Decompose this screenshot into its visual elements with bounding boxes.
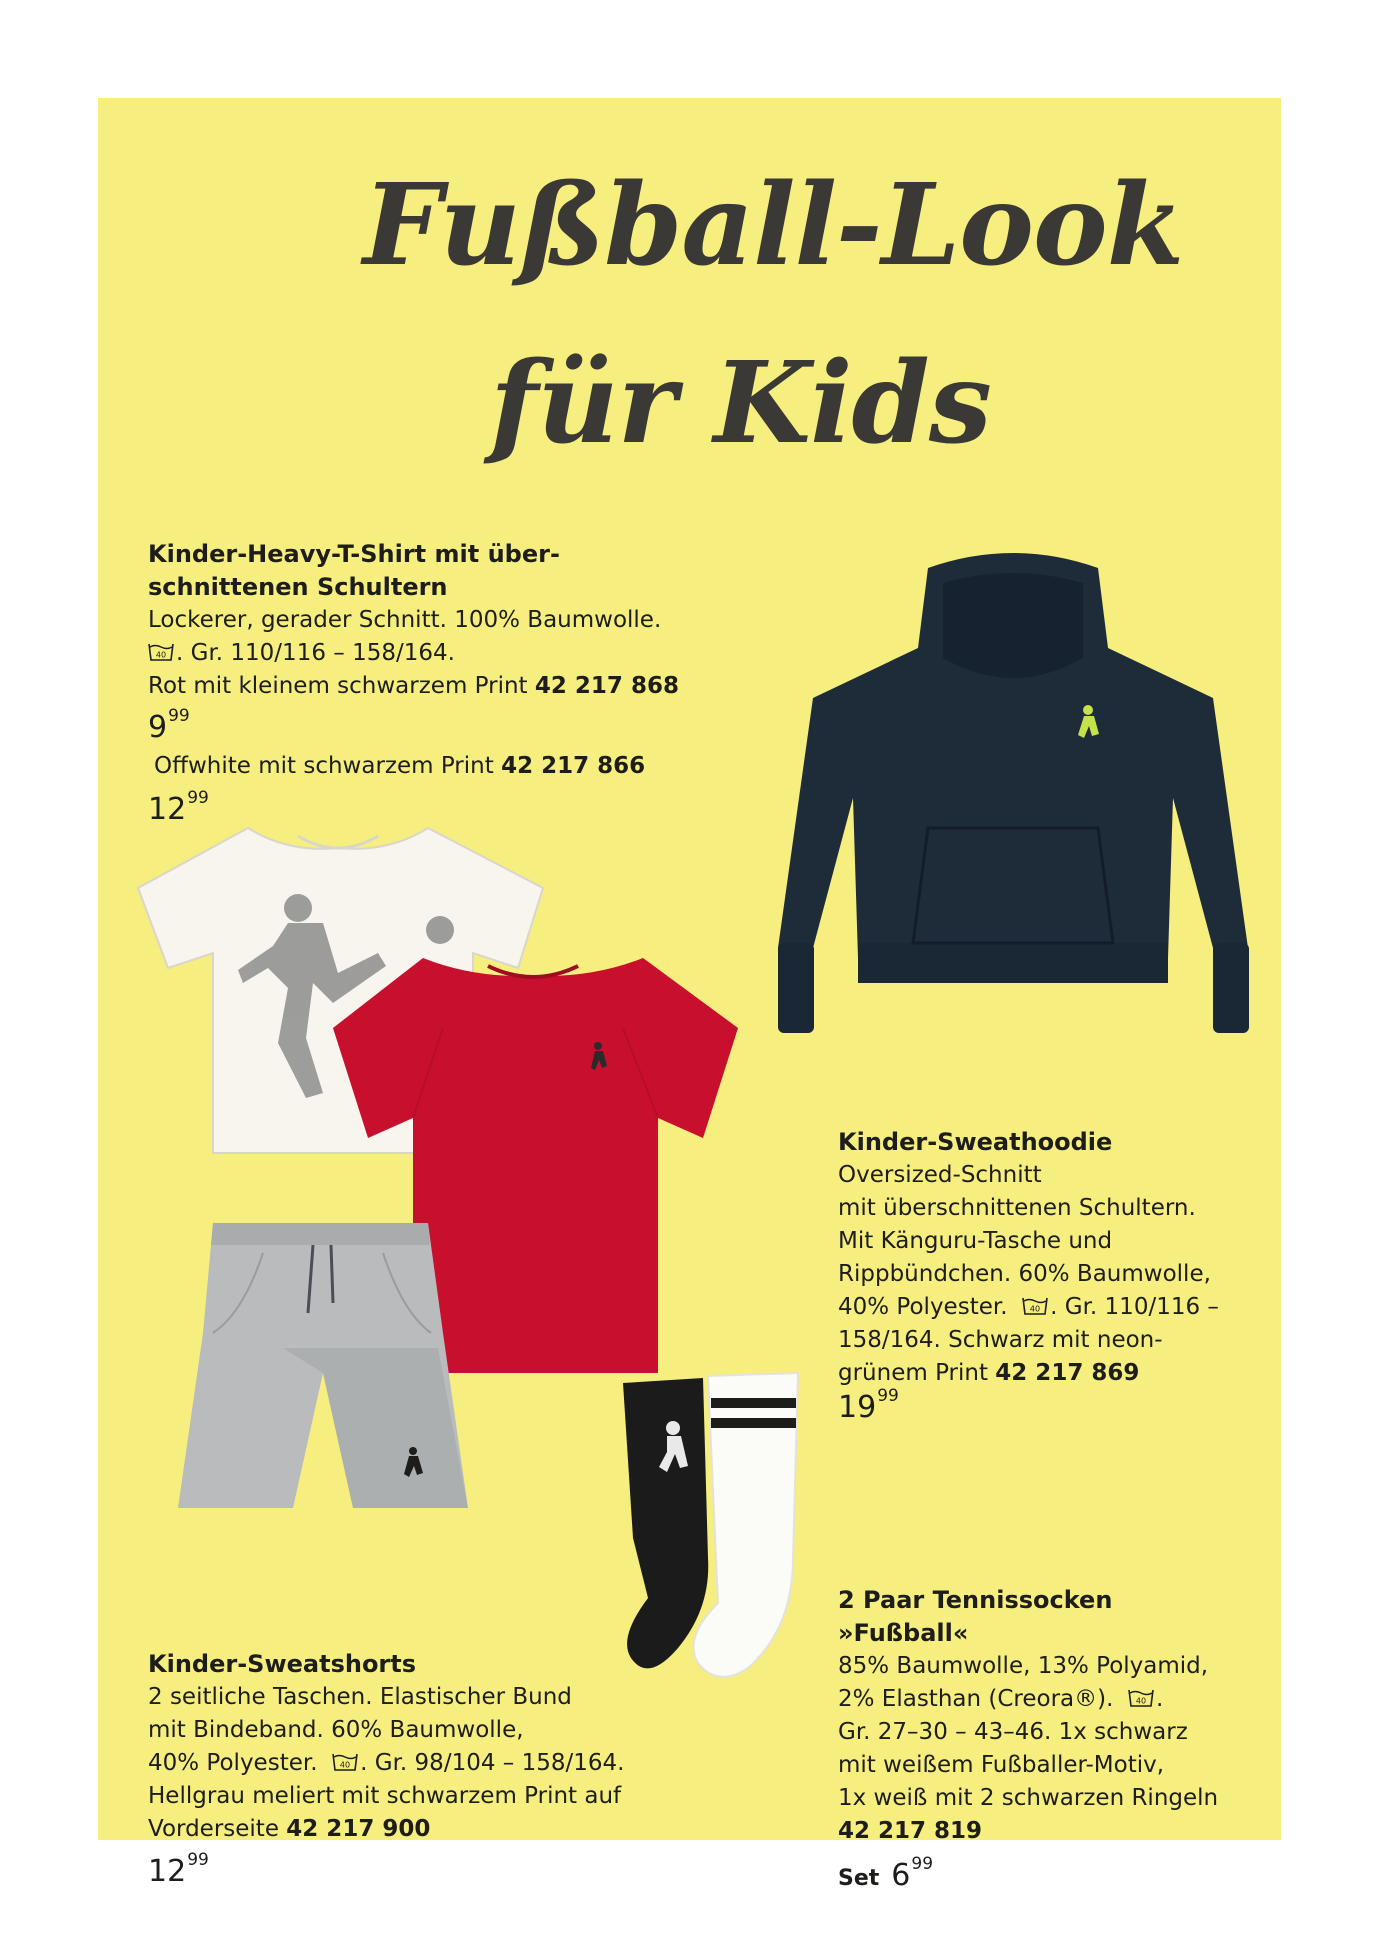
socks-article: 42 217 819 [838, 1818, 983, 1844]
tshirt-variant-1: Rot mit kleinem schwarzem Print 42 217 868 [148, 673, 679, 699]
socks-description: 2 Paar Tennissocken »Fußball« 85% Baumwolle, 13% Polyamid, 2% Elasthan (Creora®). 40 . Gr. 27–30 – 43–46. 1x schwarz mit weißem Fußballer-Motiv, 1x weiß mit 2 schwarzen Ringeln 42 217 819 [838, 1586, 1219, 1844]
hoodie-title: Kinder-Sweathoodie [838, 1128, 1113, 1156]
wash-40-icon [1128, 1688, 1154, 1708]
shorts-description: Kinder-Sweatshorts 2 seitliche Taschen. Elastischer Bund mit Bindeband. 60% Baumwolle, 40% Polyester. 40 . Gr. 98/104 – 158/164. Hellgrau meliert mit schwarzem Print auf Vorderseite 42 217 900 [148, 1650, 625, 1842]
svg-text:40: 40 [340, 1760, 351, 1769]
hoodie-description: Kinder-Sweathoodie Oversized-Schnitt mit überschnittenen Schultern. Mit Känguru-Tasche und Rippbündchen. 60% Baumwolle, 40% Polyester. 40 . Gr. 110/116 – 158/164. Schwarz mit neon- grünem Print 42 217 869 [838, 1128, 1219, 1386]
wash-40-icon [332, 1752, 358, 1772]
wash-40-icon [148, 642, 174, 662]
catalog-page [98, 98, 1281, 1893]
shorts-price: $12^{99}$ [148, 1850, 209, 1889]
tshirt-price-2: $12^{99}$ [148, 788, 209, 827]
tshirt-desc-line-2: 40 . Gr. 110/116 – 158/164. [148, 637, 679, 670]
tshirt-price-1: $9^{99}$ [148, 706, 190, 745]
shorts-image [173, 1223, 473, 1513]
socks-title-line-1: 2 Paar Tennissocken [838, 1586, 1113, 1614]
tshirt-desc-line-1: Lockerer, gerader Schnitt. 100% Baumwolle. [148, 607, 662, 633]
shorts-article: 42 217 900 [286, 1816, 431, 1842]
svg-text:40: 40 [1135, 1696, 1147, 1705]
hoodie-price: $19^{99}$ [838, 1386, 899, 1425]
tshirt-variant-2: Offwhite mit schwarzem Print 42 217 866 [154, 753, 646, 779]
socks-image [623, 1368, 813, 1693]
wash-40-icon [1022, 1296, 1048, 1316]
headline-line-2: für Kids [490, 338, 991, 469]
tshirt-variant-2-article: 42 217 866 [501, 753, 646, 779]
headline-line-1: Fußball-Look [363, 160, 1184, 291]
socks-title-line-2: »Fußball« [838, 1619, 969, 1647]
tshirt-title-line-1: Kinder-Heavy-T-Shirt mit über- [148, 540, 560, 568]
svg-text:40: 40 [155, 650, 167, 659]
tshirt-title-line-2: schnittenen Schultern [148, 573, 448, 601]
shorts-title: Kinder-Sweatshorts [148, 1650, 417, 1678]
hoodie-image [758, 548, 1268, 1038]
hoodie-article: 42 217 869 [995, 1360, 1140, 1386]
socks-price: Set $6^{99}$ [838, 1854, 934, 1893]
svg-text:40: 40 [1030, 1304, 1041, 1313]
tshirt-description [148, 538, 679, 703]
tshirt-variant-1-article: 42 217 868 [534, 673, 679, 699]
